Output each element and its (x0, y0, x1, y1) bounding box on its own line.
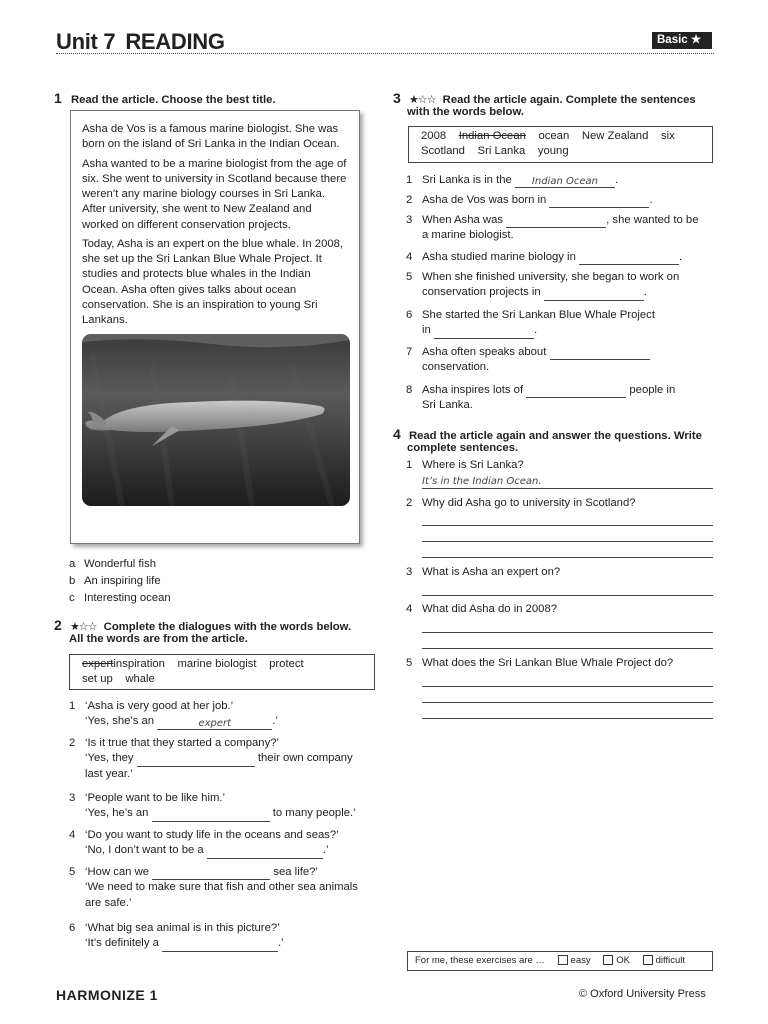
sentence-text: , she wanted to be (606, 214, 699, 226)
article-paragraph: Asha de Vos is a famous marine biologist. She was born on the island of Sri Lanka in the Indian Ocean. (82, 123, 340, 151)
sentence-item (406, 250, 682, 265)
sentence-item (406, 213, 698, 244)
header-divider (56, 53, 714, 54)
easy-label: easy (570, 955, 591, 966)
item-number: 2 (69, 737, 76, 749)
answer-blank[interactable] (579, 252, 679, 265)
item-number: 6 (406, 309, 413, 321)
option-b[interactable] (69, 574, 171, 591)
answer-blank[interactable]: Indian Ocean (515, 175, 615, 188)
sentence-line (406, 193, 653, 208)
item-number: 3 (69, 792, 76, 804)
ex3-word-box (408, 126, 713, 163)
sentence-line (406, 345, 650, 360)
sentence-line: Sri Lanka. (422, 399, 473, 412)
dialogue-text: sea life?’ (273, 866, 318, 878)
answer-line[interactable] (422, 673, 713, 687)
sentence-line: conservation. (422, 361, 490, 374)
question-text: What is Asha an expert on? (422, 566, 561, 578)
item-number: 4 (406, 603, 413, 615)
item-number: 5 (406, 271, 413, 283)
item-number: 3 (406, 566, 413, 578)
dialogue-text: ‘How can we (85, 866, 150, 878)
question-text: Why did Asha go to university in Scotland? (422, 497, 636, 509)
option-letter: b (69, 575, 76, 587)
sentence-text: Asha often speaks about (422, 346, 547, 358)
article-paragraph: Asha wanted to be a marine biologist from the age of six. She went to university in Scotland because there weren’t any marine biology courses in Sri Lanka. After university, she went to New Zealand and worked on different conservation projects. (82, 157, 347, 231)
answer-blank[interactable] (506, 215, 606, 228)
dialogue-line: ‘Do you want to study life in the oceans and seas?’ (85, 829, 339, 841)
sentence-text: When Asha was (422, 214, 504, 226)
difficult-checkbox[interactable] (643, 955, 653, 965)
question-item (406, 602, 557, 617)
dialogue-text: .’ (322, 844, 329, 857)
sentence-text: conservation projects in (422, 286, 541, 299)
answer-line[interactable] (422, 619, 713, 633)
dialogue-line (69, 806, 356, 821)
difficulty-stars-icon: ★☆☆ (69, 621, 97, 633)
sentence-line (406, 250, 682, 265)
rating-label: For me, these exercises are … (415, 955, 545, 966)
blue-whale-image (82, 334, 350, 506)
answer-blank[interactable] (526, 385, 626, 398)
dialogue-text: their own company (257, 752, 353, 765)
item-number: 3 (406, 214, 413, 226)
self-rating-box (407, 951, 713, 971)
item-number: 2 (406, 497, 413, 509)
dialogue-line (69, 751, 353, 766)
item-number: 8 (406, 384, 413, 396)
dialogue-item (69, 736, 353, 782)
dialogue-item (69, 791, 356, 822)
answer-blank[interactable] (434, 326, 534, 339)
dialogue-line: ‘What big sea animal is in this picture?’ (85, 922, 280, 934)
word-list: inspiration marine biologist protect (113, 658, 304, 670)
question-text: What did Asha do in 2008? (422, 603, 558, 615)
question-text: Where is Sri Lanka? (422, 459, 524, 471)
option-text: Interesting ocean (84, 592, 171, 604)
footer-copyright: © Oxford University Press (579, 988, 706, 1000)
answer-blank[interactable] (152, 809, 270, 822)
dialogue-text: .’ (278, 937, 284, 950)
word-used: expert (82, 658, 114, 670)
article-paragraph: Today, Asha is an expert on the blue whale. In 2008, she set up the Sri Lankan Blue Whale Project. It studies and protects blue whales in the Indian Ocean. Asha often gives talks about ocean conservation. She is an inspiration to young Sri Lankans. (82, 237, 344, 326)
dialogue-line: are safe.’ (85, 896, 132, 909)
item-number: 6 (69, 922, 76, 934)
sentence-item (406, 270, 679, 301)
sentence-item (406, 308, 655, 339)
sentence-item (406, 173, 618, 188)
ex2-number: 2 (54, 617, 62, 633)
answer-line[interactable] (422, 528, 713, 542)
sentence-text: Asha de Vos was born in (422, 194, 547, 206)
word-item: young (537, 145, 569, 158)
ex3-instruction: Read the article again. Complete the sentences (442, 94, 696, 106)
answer-blank[interactable] (549, 195, 649, 208)
answer-blank[interactable] (550, 347, 650, 360)
option-a[interactable] (69, 557, 171, 574)
word-item: ocean (538, 130, 570, 142)
ex1-heading (54, 89, 276, 108)
dialogue-line: last year.’ (85, 767, 133, 780)
sentence-line: a marine biologist. (422, 229, 514, 242)
word-used: Indian Ocean (458, 130, 526, 142)
sentence-text: Asha inspires lots of (422, 384, 524, 396)
item-number: 4 (406, 251, 413, 263)
option-c[interactable] (69, 591, 171, 608)
ex2-word-box (69, 654, 375, 690)
dialogue-line: ‘Asha is very good at her job.’ (85, 700, 234, 712)
item-number: 5 (69, 866, 76, 878)
dialogue-text: ‘Yes, she’s an (85, 715, 155, 728)
section-label: READING (125, 29, 225, 54)
whale-photo (82, 334, 350, 506)
unit-label: Unit 7 (56, 29, 116, 54)
dialogue-text: to many people.’ (272, 807, 356, 820)
sentence-line (406, 323, 655, 338)
question-text: What does the Sri Lankan Blue Whale Project do? (422, 657, 674, 669)
dialogue-item (69, 921, 284, 952)
question-item (406, 656, 673, 671)
item-number: 1 (69, 700, 76, 712)
sentence-text: . (614, 174, 619, 186)
word-item: 2008 (421, 130, 447, 142)
answer-line[interactable] (422, 635, 713, 649)
dialogue-item (69, 865, 358, 911)
word-item: Scotland (421, 145, 465, 158)
answer-line[interactable] (422, 689, 713, 703)
article-box (70, 110, 360, 544)
answer-blank[interactable] (137, 754, 255, 767)
word-item: Sri Lanka (477, 145, 526, 158)
ex4-items (406, 458, 716, 728)
option-text: Wonderful fish (84, 558, 157, 570)
ex4-instruction-2: complete sentences. (407, 442, 519, 454)
ok-checkbox[interactable] (603, 955, 613, 965)
dialogue-text: ‘Yes, they (85, 752, 134, 765)
answer-line[interactable] (422, 544, 713, 558)
answer-line[interactable] (422, 705, 713, 719)
ex1-number: 1 (54, 90, 62, 106)
sentence-line (406, 213, 698, 228)
sentence-text: Asha studied marine biology in (422, 251, 576, 263)
answer-blank[interactable] (207, 846, 323, 859)
footer-brand: HARMONIZE 1 (56, 987, 158, 1003)
ex1-instruction: Read the article. Choose the best title. (70, 94, 276, 106)
ok-label: OK (616, 955, 630, 966)
dialogue-line: ‘We need to make sure that fish and other sea animals (85, 881, 358, 894)
sentence-text: . (533, 324, 538, 337)
ex2-instruction: Complete the dialogues with the words below. (103, 621, 352, 633)
dialogue-line: ‘People want to be like him.’ (85, 792, 226, 804)
answer-line[interactable]: It’s in the Indian Ocean. (422, 475, 713, 489)
sentence-item (406, 345, 650, 376)
dialogue-line (69, 865, 358, 880)
option-text: An inspiring life (84, 575, 161, 587)
item-number: 1 (406, 174, 413, 186)
dialogue-line (69, 936, 284, 951)
ex2-instruction-2: All the words are from the article. (69, 633, 248, 645)
sentence-line (406, 285, 679, 300)
dialogue-text: ‘It’s definitely a (85, 937, 159, 950)
answer-blank[interactable] (152, 867, 270, 880)
dialogue-line (69, 843, 339, 858)
option-letter: a (69, 558, 76, 570)
item-number: 4 (69, 829, 76, 841)
ex3-instruction-2: with the words below. (407, 106, 524, 118)
ex1-options (69, 557, 171, 608)
sentence-text: in (422, 324, 431, 337)
question-item (406, 496, 636, 511)
sentence-text: people in (629, 384, 676, 396)
dialogue-item (69, 699, 278, 730)
sentence-line: When she finished university, she began to work on (422, 271, 680, 283)
dialogue-text: ‘Yes, he’s an (85, 807, 149, 820)
dialogue-text: .’ (272, 715, 278, 728)
option-letter: c (69, 592, 75, 604)
sentence-text: . (649, 194, 653, 206)
dialogue-line (69, 714, 278, 729)
item-number: 1 (406, 459, 413, 471)
sentence-text: Sri Lanka is in the (422, 174, 512, 186)
question-item (406, 458, 524, 473)
word-item: six (660, 130, 675, 142)
level-badge: Basic ★ (652, 32, 712, 49)
item-number: 5 (406, 657, 413, 669)
dialogue-line: ‘Is it true that they started a company?’ (85, 737, 280, 749)
difficulty-stars-icon: ★☆☆ (408, 94, 436, 106)
dialogue-item (69, 828, 339, 859)
difficult-label: difficult (655, 955, 686, 966)
sentence-text: . (679, 251, 683, 263)
ex3-number: 3 (393, 90, 401, 106)
sentence-line: She started the Sri Lankan Blue Whale Project (422, 309, 655, 321)
answer-blank[interactable] (544, 288, 644, 301)
answer-line[interactable] (422, 582, 713, 596)
sentence-text: . (643, 286, 647, 299)
easy-checkbox[interactable] (558, 955, 568, 965)
sentence-item (406, 193, 653, 208)
sentence-item (406, 383, 675, 414)
item-number: 2 (406, 194, 413, 206)
item-number: 7 (406, 346, 413, 358)
answer-blank[interactable]: expert (157, 717, 272, 730)
ex4-instruction: Read the article again and answer the questions. Write (408, 430, 702, 442)
word-item: New Zealand (581, 130, 649, 142)
word-list: set up whale (82, 673, 155, 686)
sentence-line (406, 173, 618, 188)
question-item (406, 565, 560, 580)
ex4-number: 4 (393, 426, 401, 442)
sentence-line (406, 383, 675, 398)
dialogue-text: ‘No, I don’t want to be a (85, 844, 204, 857)
answer-line[interactable] (422, 512, 713, 526)
answer-blank[interactable] (162, 939, 278, 952)
